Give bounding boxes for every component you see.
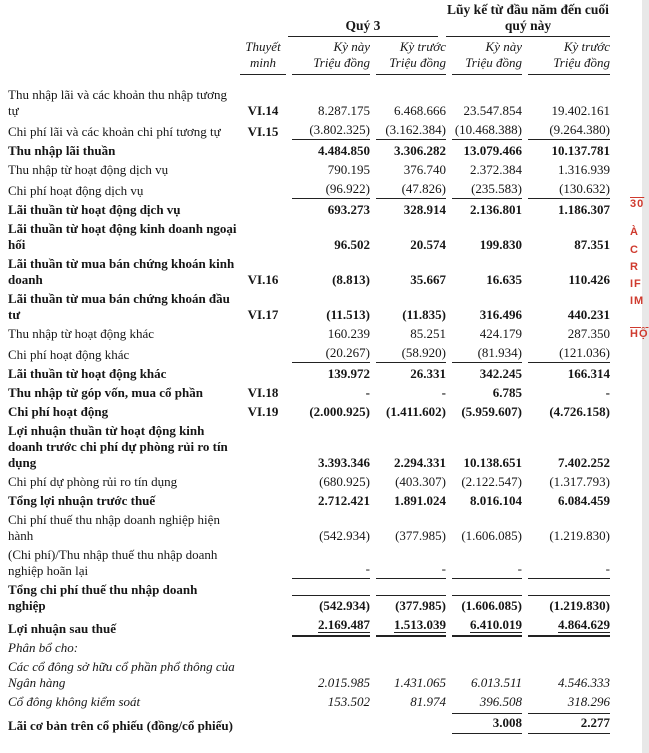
table-row [8, 638, 610, 657]
row-value-number: (81.934) [477, 344, 522, 360]
row-value [452, 237, 522, 253]
row-value [452, 675, 522, 691]
row-label: Lợi nhuận thuần từ hoạt động kinh doanh trước chi phí dự phòng rủi ro tín dụng [8, 422, 228, 470]
row-value-number: 4.864.629 [558, 616, 610, 632]
row-value-number: 139.972 [327, 365, 370, 381]
table-row [8, 657, 610, 692]
row-note-reference: VI.18 [247, 384, 279, 400]
row-value [452, 617, 522, 637]
table-row [8, 219, 610, 254]
row-value-number: (20.267) [325, 344, 370, 360]
row-value [292, 103, 370, 119]
row-value [376, 202, 446, 218]
row-label: Chi phí hoạt động khác [8, 346, 130, 362]
row-value [376, 561, 446, 579]
row-value-number: (58.920) [401, 344, 446, 360]
row-value-number: 328.914 [403, 201, 446, 217]
stamp-fragment: C [630, 244, 639, 256]
row-value [528, 103, 610, 119]
row-note-reference: VI.17 [247, 306, 279, 322]
row-value-number: 2.712.421 [318, 492, 370, 508]
row-value [528, 617, 610, 637]
row-value [376, 493, 446, 509]
table-row [8, 364, 610, 383]
row-label: Thu nhập từ hoạt động dịch vụ [8, 161, 169, 177]
row-label: (Chi phí)/Thu nhập thuế thu nhập doanh nghiệp hoãn lại [8, 546, 218, 578]
row-value [452, 181, 522, 199]
row-value-number: 87.351 [574, 236, 610, 252]
row-value [452, 202, 522, 218]
row-value-number: 8.016.104 [470, 492, 522, 508]
row-value [452, 122, 522, 140]
row-value [452, 713, 522, 734]
row-value-number: (377.985) [395, 597, 446, 613]
row-value [452, 385, 522, 401]
row-value [452, 345, 522, 363]
row-value-number: 26.331 [410, 365, 446, 381]
table-row [8, 254, 610, 289]
row-value-number: 396.508 [479, 693, 522, 709]
row-value-number: (1.219.830) [549, 527, 610, 543]
row-value-number: - [441, 384, 446, 400]
row-value [452, 404, 522, 420]
row-value-number: (377.985) [395, 527, 446, 543]
row-value [376, 326, 446, 342]
row-value-number: 6.785 [492, 384, 522, 400]
row-value-number: 287.350 [567, 325, 610, 341]
row-value [528, 307, 610, 323]
row-value [452, 474, 522, 490]
table-row [8, 615, 610, 638]
row-value [292, 162, 370, 178]
stamp-fragment: $\overline{HỘ}$ [630, 328, 649, 340]
row-value [292, 122, 370, 140]
row-value [452, 528, 522, 544]
row-value [528, 326, 610, 342]
row-value [376, 122, 446, 140]
row-value-number: 2.294.331 [394, 454, 446, 470]
row-note-reference: VI.19 [247, 403, 279, 419]
row-label: Chi phí hoạt động dịch vụ [8, 182, 144, 198]
row-label: Thu nhập từ hoạt động khác [8, 325, 155, 341]
row-label: Thu nhập từ góp vốn, mua cổ phần [8, 384, 203, 400]
row-value [292, 326, 370, 342]
row-label: Thu nhập lãi và các khoản thu nhập tương tự [8, 86, 227, 118]
row-value [528, 366, 610, 382]
row-value [292, 385, 370, 401]
row-value-number: 1.513.039 [394, 616, 446, 632]
row-label: Lãi thuần từ mua bán chứng khoán kinh doanh [8, 255, 235, 287]
row-label: Tổng lợi nhuận trước thuế [8, 492, 156, 508]
row-value-number: (2.000.925) [309, 403, 370, 419]
table-row [8, 711, 610, 735]
row-label: Lợi nhuận sau thuế [8, 620, 116, 636]
row-value [528, 595, 610, 614]
row-value-number: 3.306.282 [394, 142, 446, 158]
row-value-number: 6.410.019 [470, 616, 522, 632]
row-value [292, 561, 370, 579]
row-value-number: 110.426 [568, 271, 610, 287]
row-label: Thu nhập lãi thuần [8, 142, 116, 158]
row-value [528, 162, 610, 178]
table-row [8, 580, 610, 615]
row-value-number: 1.891.024 [394, 492, 446, 508]
row-value [452, 326, 522, 342]
row-value-number: - [605, 560, 610, 576]
row-value-number: (3.802.325) [309, 121, 370, 137]
row-value [376, 345, 446, 363]
row-value [292, 617, 370, 637]
row-value-number: 6.013.511 [470, 674, 522, 690]
row-value-number: (403.307) [395, 473, 446, 489]
row-value [292, 237, 370, 253]
row-value [528, 237, 610, 253]
column-header-q3-current: Kỳ này Triệu đồng [292, 39, 370, 75]
row-value [528, 493, 610, 509]
table-row [8, 692, 610, 711]
row-value-number: (8.813) [332, 271, 370, 287]
row-value [376, 181, 446, 199]
column-header-note: Thuyết minh [240, 39, 286, 75]
table-row [8, 120, 610, 141]
row-value-number: (4.726.158) [549, 403, 610, 419]
row-value-number: 8.287.175 [318, 102, 370, 118]
row-value [452, 162, 522, 178]
row-label: Các cổ đông sở hữu cổ phần phổ thông của Ngân hàng [8, 658, 235, 690]
stamp-fragment: À [630, 226, 639, 238]
row-value-number: 6.084.459 [558, 492, 610, 508]
table-row [8, 85, 610, 120]
row-value-number: 20.574 [410, 236, 446, 252]
row-value [376, 385, 446, 401]
row-value [376, 474, 446, 490]
row-label: Chi phí dự phòng rủi ro tín dụng [8, 473, 178, 489]
table-row [8, 402, 610, 421]
row-value-number: - [441, 560, 446, 576]
row-value-number: 10.137.781 [551, 142, 610, 158]
row-value [528, 455, 610, 471]
row-value-number: (10.468.388) [454, 121, 522, 137]
row-value-number: 35.667 [410, 271, 446, 287]
row-value-number: 2.169.487 [318, 616, 370, 632]
row-value-number: 23.547.854 [463, 102, 522, 118]
row-value [452, 307, 522, 323]
row-value [292, 272, 370, 288]
row-value-number: 318.296 [567, 693, 610, 709]
row-value-number: 160.239 [327, 325, 370, 341]
row-value [376, 404, 446, 420]
row-value-number: (1.411.602) [386, 403, 446, 419]
row-value [292, 307, 370, 323]
row-value-number: (11.513) [326, 306, 370, 322]
row-label: Tổng chi phí thuế thu nhập doanh nghiệp [8, 581, 198, 613]
row-value [528, 404, 610, 420]
row-value-number: 342.245 [479, 365, 522, 381]
row-value [528, 528, 610, 544]
row-value-number: 10.138.651 [463, 454, 522, 470]
row-value [376, 528, 446, 544]
row-value-number: 1.316.939 [558, 161, 610, 177]
row-value-number: (1.317.793) [549, 473, 610, 489]
table-header-groups [8, 2, 610, 37]
row-value-number: (96.922) [325, 180, 370, 196]
row-value [528, 713, 610, 734]
table-row [8, 160, 610, 179]
table-row [8, 200, 610, 219]
row-value [292, 595, 370, 614]
row-value [292, 181, 370, 199]
row-value-number: 2.372.384 [470, 161, 522, 177]
row-note-reference: VI.15 [247, 123, 279, 139]
row-label: Chi phí thuế thu nhập doanh nghiệp hiện hành [8, 511, 220, 543]
row-value-number: 16.635 [486, 271, 522, 287]
stamp-fragment: IM [630, 295, 645, 307]
row-value-number: 790.195 [327, 161, 370, 177]
row-value [292, 528, 370, 544]
row-note-reference: VI.14 [247, 102, 279, 118]
row-value-number: 81.974 [410, 693, 446, 709]
row-value-number: (130.632) [559, 180, 610, 196]
row-value [528, 202, 610, 218]
row-value-number: (542.934) [319, 527, 370, 543]
row-value-number: 85.251 [410, 325, 446, 341]
row-value [292, 455, 370, 471]
row-value [376, 307, 446, 323]
row-value-number: 2.136.801 [470, 201, 522, 217]
row-value [292, 143, 370, 159]
row-value-number: 199.830 [479, 236, 522, 252]
row-value-number: - [365, 384, 370, 400]
row-value [528, 474, 610, 490]
column-group-quarter: Quý 3 [288, 18, 438, 37]
row-label: Lãi thuần từ mua bán chứng khoán đầu tư [8, 290, 230, 322]
row-value [452, 595, 522, 614]
row-value-number: (1.606.085) [461, 597, 522, 613]
column-header-ytd-current: Kỳ này Triệu đồng [452, 39, 522, 75]
row-value-number: 3.008 [492, 714, 522, 730]
row-value [376, 595, 446, 614]
row-value [452, 694, 522, 710]
row-value-number: 96.502 [334, 236, 370, 252]
table-header-columns [8, 39, 610, 75]
row-label: Lãi thuần từ hoạt động dịch vụ [8, 201, 181, 217]
row-value [452, 272, 522, 288]
row-value-number: 13.079.466 [463, 142, 522, 158]
row-value [292, 202, 370, 218]
row-value [452, 493, 522, 509]
row-value [528, 122, 610, 140]
row-value [376, 162, 446, 178]
row-label: Lãi thuần từ hoạt động khác [8, 365, 167, 381]
row-value [292, 493, 370, 509]
row-value-number: (5.959.607) [461, 403, 522, 419]
row-value-number: 424.179 [479, 325, 522, 341]
row-value [376, 675, 446, 691]
table-row [8, 324, 610, 343]
column-group-ytd: Lũy kế từ đầu năm đến cuối quý này [446, 2, 610, 37]
column-header-q3-prior: Kỳ trước Triệu đồng [376, 39, 446, 75]
row-value-number: (47.826) [401, 180, 446, 196]
row-value [376, 103, 446, 119]
column-header-ytd-prior: Kỳ trước Triệu đồng [528, 39, 610, 75]
row-label: Chi phí hoạt động [8, 403, 109, 419]
row-value [292, 345, 370, 363]
row-value [292, 474, 370, 490]
table-row [8, 383, 610, 402]
table-row [8, 421, 610, 472]
row-value-number: 153.502 [327, 693, 370, 709]
row-value [376, 366, 446, 382]
row-value [452, 455, 522, 471]
row-value-number: 7.402.252 [558, 454, 610, 470]
row-value-number: 2.015.985 [318, 674, 370, 690]
row-value-number: (542.934) [319, 597, 370, 613]
row-value-number: 3.393.346 [318, 454, 370, 470]
row-value-number: 6.468.666 [394, 102, 446, 118]
row-value-number: 166.314 [567, 365, 610, 381]
row-value-number: - [605, 384, 610, 400]
row-label: Cổ đông không kiểm soát [8, 693, 141, 709]
row-value [292, 366, 370, 382]
row-value [376, 237, 446, 253]
row-label: Lãi cơ bản trên cổ phiếu (đồng/cổ phiếu) [8, 717, 233, 733]
row-label: Chi phí lãi và các khoản chi phí tương tự [8, 123, 221, 139]
row-value [376, 694, 446, 710]
row-label: Lãi thuần từ hoạt động kinh doanh ngoại hối [8, 220, 237, 252]
row-value [452, 143, 522, 159]
row-value [528, 561, 610, 579]
row-value [528, 143, 610, 159]
table-row [8, 510, 610, 545]
row-value-number: - [365, 560, 370, 576]
table-row [8, 343, 610, 364]
row-value [452, 561, 522, 579]
row-value-number: 440.231 [567, 306, 610, 322]
row-value [528, 694, 610, 710]
row-value [292, 675, 370, 691]
row-label: Phân bổ cho: [8, 639, 79, 655]
table-row [8, 472, 610, 491]
row-value [376, 143, 446, 159]
row-value [376, 272, 446, 288]
row-value-number: (1.219.830) [549, 597, 610, 613]
table-body [8, 85, 610, 735]
row-value-number: (9.264.380) [549, 121, 610, 137]
row-value [528, 385, 610, 401]
income-statement-table [8, 2, 610, 735]
row-value-number: 316.496 [479, 306, 522, 322]
row-value [528, 181, 610, 199]
row-value [452, 103, 522, 119]
row-value-number: 376.740 [403, 161, 446, 177]
row-value [452, 366, 522, 382]
row-value [528, 675, 610, 691]
stamp-fragment: R [630, 261, 639, 273]
row-value-number: (680.925) [319, 473, 370, 489]
row-value-number: (121.036) [559, 344, 610, 360]
table-row [8, 491, 610, 510]
row-value [292, 404, 370, 420]
table-row [8, 179, 610, 200]
row-value-number: 4.484.850 [318, 142, 370, 158]
row-value-number: (2.122.547) [461, 473, 522, 489]
table-row [8, 289, 610, 324]
row-value-number: 4.546.333 [558, 674, 610, 690]
row-value [376, 617, 446, 637]
row-value-number: 693.273 [327, 201, 370, 217]
row-value-number: 19.402.161 [551, 102, 610, 118]
row-value [528, 345, 610, 363]
row-value-number: (1.606.085) [461, 527, 522, 543]
table-row [8, 545, 610, 580]
row-note-reference: VI.16 [247, 271, 279, 287]
row-value-number: 2.277 [580, 714, 610, 730]
row-value-number: (3.162.384) [385, 121, 446, 137]
row-value-number: 1.186.307 [558, 201, 610, 217]
row-value-number: 1.431.065 [394, 674, 446, 690]
row-value [376, 455, 446, 471]
row-value [528, 272, 610, 288]
stamp-fragment: 30 [630, 198, 645, 210]
table-row [8, 141, 610, 160]
row-value-number: - [517, 560, 522, 576]
row-value-number: (235.583) [471, 180, 522, 196]
row-value-number: (11.835) [402, 306, 446, 322]
stamp-fragment: IF [630, 278, 642, 290]
row-value [292, 694, 370, 710]
